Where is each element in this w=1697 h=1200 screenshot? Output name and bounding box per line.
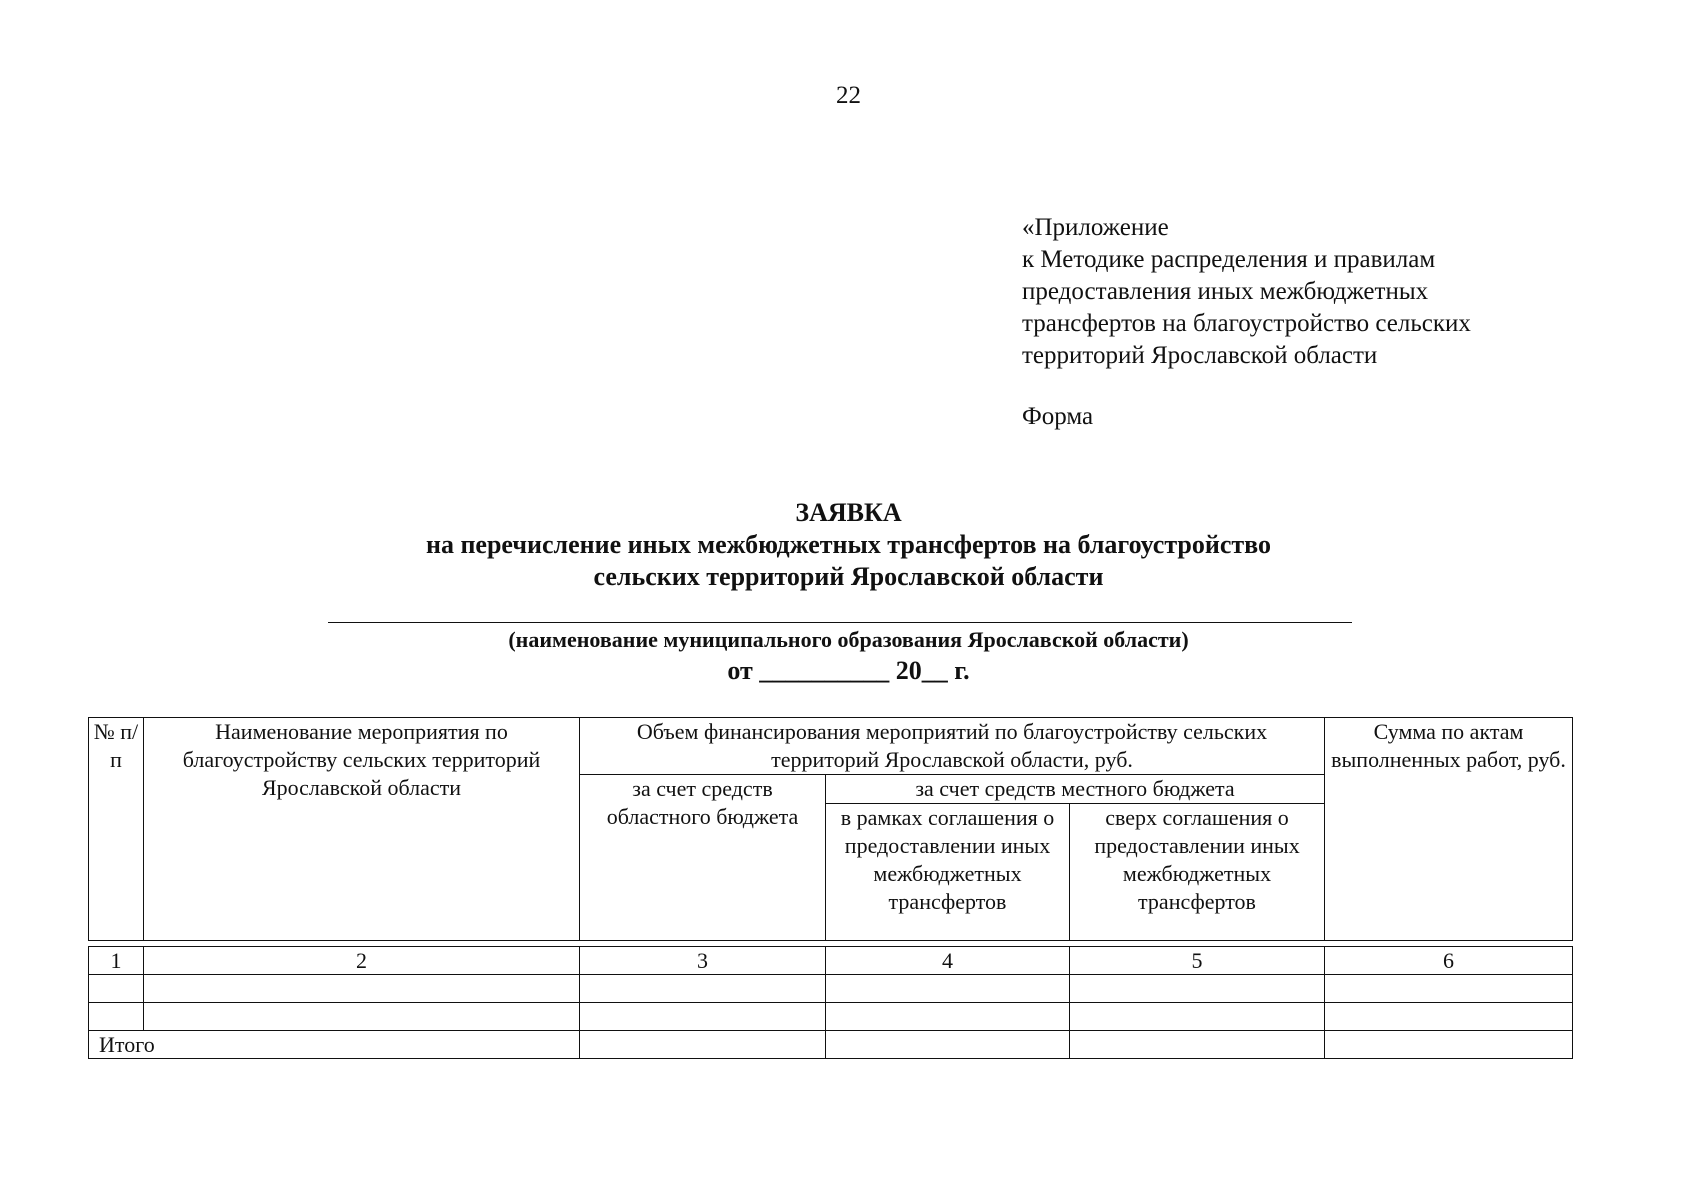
title-line: на перечисление иных межбюджетных трансфертов на благоустройство (425, 530, 1272, 559)
document-title (0, 497, 1697, 593)
appendix-line: предоставления иных межбюджетных (1022, 278, 1429, 305)
page-number: 22 (836, 82, 861, 109)
table-cell (1070, 1003, 1325, 1031)
municipality-caption: (наименование муниципального образования Ярославской области) (508, 627, 1189, 652)
table-cell (580, 1003, 826, 1031)
appendix-block (1022, 212, 1471, 372)
table-cell (826, 1003, 1070, 1031)
table-cell (826, 1031, 1070, 1059)
appendix-line: «Приложение (1022, 214, 1169, 241)
appendix-line: к Методике распределения и правилам (1022, 246, 1436, 273)
header-above-agreement: сверх соглашения о предоставлении иных межбюджетных трансфертов (1070, 804, 1325, 941)
table-row (89, 975, 1573, 1003)
table-cell (1070, 975, 1325, 1003)
table-row (89, 1003, 1573, 1031)
municipality-fill-line (328, 622, 1352, 623)
table-cell (580, 1031, 826, 1059)
date-line: от __________ 20__ г. (727, 656, 970, 685)
appendix-line: трансфертов на благоустройство сельских (1022, 310, 1471, 337)
table-cell (826, 975, 1070, 1003)
data-table (88, 946, 1573, 1059)
table-cell (1325, 1031, 1573, 1059)
title-heading: ЗАЯВКА (795, 498, 902, 527)
header-regional-budget: за счет средств областного бюджета (580, 775, 826, 941)
header-event-name: Наименование мероприятия по благоустройству сельских территорий Ярославской области (144, 718, 580, 941)
table-cell (1070, 1031, 1325, 1059)
column-number-row (89, 947, 1573, 975)
total-row (89, 1031, 1573, 1059)
column-number: 2 (144, 947, 580, 975)
header-funding-volume: Объем финансирования мероприятий по благоустройству сельских территорий Ярославской области, руб. (580, 718, 1325, 775)
header-num: № п/п (89, 718, 144, 941)
total-label: Итого (89, 1031, 580, 1059)
form-label: Форма (1022, 403, 1094, 430)
column-number: 4 (826, 947, 1070, 975)
table-cell (1325, 1003, 1573, 1031)
appendix-line: территорий Ярославской области (1022, 342, 1378, 369)
column-number: 5 (1070, 947, 1325, 975)
header-table (88, 717, 1573, 941)
column-number: 1 (89, 947, 144, 975)
table-cell (89, 1003, 144, 1031)
column-number: 3 (580, 947, 826, 975)
title-line: сельских территорий Ярославской области (593, 562, 1104, 591)
header-within-agreement: в рамках соглашения о предоставлении иных межбюджетных трансфертов (826, 804, 1070, 941)
table-cell (1325, 975, 1573, 1003)
table-cell (89, 975, 144, 1003)
header-local-budget: за счет средств местного бюджета (826, 775, 1325, 804)
header-acts-sum: Сумма по актам выполненных работ, руб. (1325, 718, 1573, 941)
column-number: 6 (1325, 947, 1573, 975)
table-cell (144, 1003, 580, 1031)
table-cell (144, 975, 580, 1003)
table-cell (580, 975, 826, 1003)
